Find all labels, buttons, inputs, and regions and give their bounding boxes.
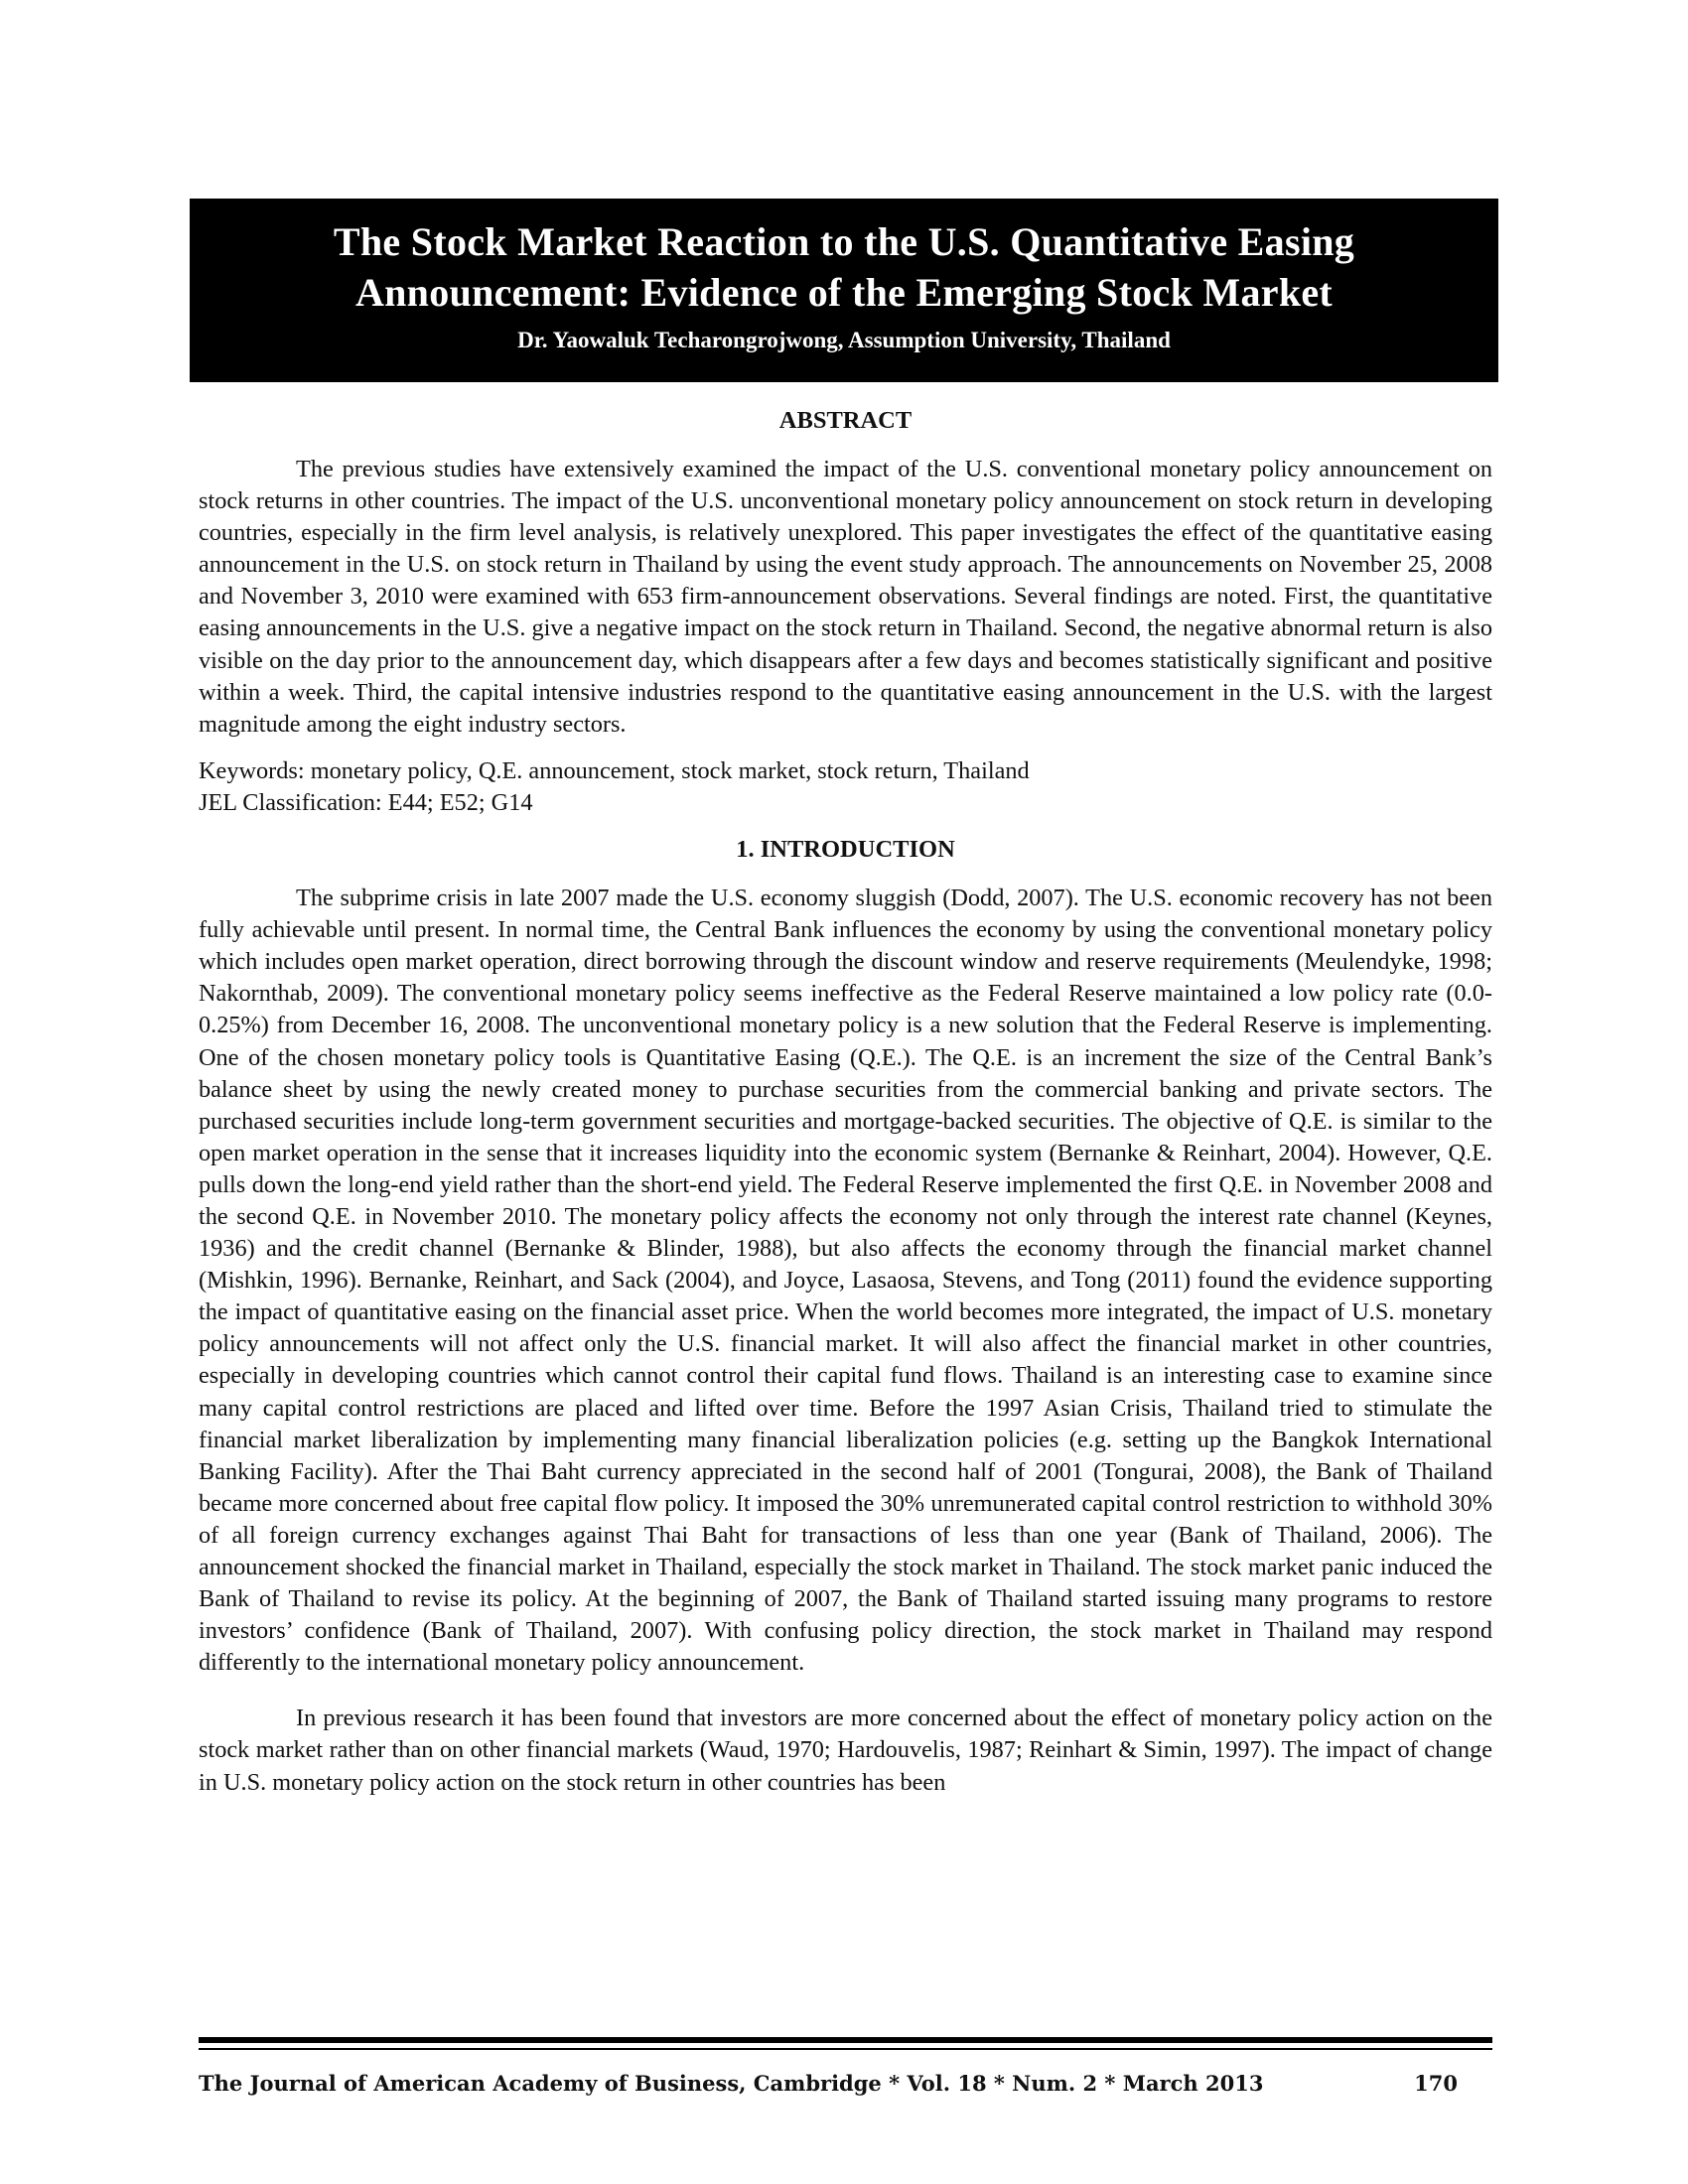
page-footer xyxy=(199,2071,1492,2096)
title-banner xyxy=(190,199,1498,382)
title-line-2: Announcement: Evidence of the Emerging Stock Market xyxy=(354,270,1334,315)
paper-body xyxy=(199,405,1492,1799)
footer-rule-thin xyxy=(199,2048,1492,2050)
abstract-text: The previous studies have extensively examined the impact of the U.S. conventional monetary policy announcement on stock returns in other countries. The impact of the U.S. unconventional monetary policy announcement on stock return in developing countries, especially in the firm level analysis, is relatively unexplored. This paper investigates the effect of the quantitative easing announcement in the U.S. on stock return in Thailand by using the event study approach. The announcements on November 25, 2008 and November 3, 2010 were examined with 653 firm-announcement observations. Several findings are noted. First, the quantitative easing announcements in the U.S. give a negative impact on the stock return in Thailand. Second, the negative abnormal return is also visible on the day prior to the announcement day, which disappears after a few days and becomes statistically significant and positive within a week. Third, the capital intensive industries respond to the quantitative easing announcement in the U.S. with the largest magnitude among the eight industry sectors. xyxy=(199,456,1492,738)
introduction-paragraph-1: The subprime crisis in late 2007 made the U.S. economy sluggish (Dodd, 2007). The U.S. economic recovery has not been fully achievable until present. In normal time, the Central Bank influences the economy by using the conventional monetary policy which includes open market operation, direct borrowing through the discount window and reserve requirements (Meulendyke, 1998; Nakornthab, 2009). The conventional monetary policy seems ineffective as the Federal Reserve maintained a low policy rate (0.0-0.25%) from December 16, 2008. The unconventional monetary policy is a new solution that the Federal Reserve is implementing. One of the chosen monetary policy tools is Quantitative Easing (Q.E.). The Q.E. is an increment the size of the Central Bank’s balance sheet by using the newly created money to purchase securities from the commercial banking and private sectors. The purchased securities include long-term government securities and mortgage-backed securities. The objective of Q.E. is similar to the open market operation in the sense that it increases liquidity into the economic system (Bernanke & Reinhart, 2004). However, Q.E. pulls down the long-end yield rather than the short-end yield. The Federal Reserve implemented the first Q.E. in November 2008 and the second Q.E. in November 2010. The monetary policy affects the economy not only through the interest rate channel (Keynes, 1936) and the credit channel (Bernanke & Blinder, 1988), but also affects the economy through the financial market channel (Mishkin, 1996). Bernanke, Reinhart, and Sack (2004), and Joyce, Lasaosa, Stevens, and Tong (2011) found the evidence supporting the impact of quantitative easing on the financial asset price. When the world becomes more integrated, the impact of U.S. monetary policy announcements will not affect only the U.S. financial market. It will also affect the financial market in other countries, especially in developing countries which cannot control their capital fund flows. Thailand is an interesting case to examine since many capital control restrictions are placed and lifted over time. Before the 1997 Asian Crisis, Thailand tried to stimulate the financial market liberalization by implementing many financial liberalization policies (e.g. setting up the Bangkok International Banking Facility). After the Thai Baht currency appreciated in the second half of 2001 (Tongurai, 2008), the Bank of Thailand became more concerned about free capital flow policy. It imposed the 30% unremunerated capital control restriction to withhold 30% of all foreign currency exchanges against Thai Baht for transactions of less than one year (Bank of Thailand, 2006). The announcement shocked the financial market in Thailand, especially the stock market in Thailand. The stock market panic induced the Bank of Thailand to revise its policy. At the beginning of 2007, the Bank of Thailand started issuing many programs to restore investors’ confidence (Bank of Thailand, 2007). With confusing policy direction, the stock market in Thailand may respond differently to the international monetary policy announcement. xyxy=(199,885,1492,1677)
author-line: Dr. Yaowaluk Techarongrojwong, Assumption University, Thailand xyxy=(517,328,1171,352)
title-line-1: The Stock Market Reaction to the U.S. Quantitative Easing xyxy=(333,219,1355,264)
introduction-paragraph-2: In previous research it has been found that investors are more concerned about the effect of monetary policy action on the stock market rather than on other financial markets (Waud, 1970; Hardouvelis, 1987; Reinhart & Simin, 1997). The impact of change in U.S. monetary policy action on the stock return in other countries has been xyxy=(199,1705,1492,1796)
paper-title xyxy=(190,216,1498,318)
footer-rule-thick xyxy=(199,2037,1492,2043)
abstract-heading: ABSTRACT xyxy=(778,407,913,434)
page-number: 170 xyxy=(1414,2071,1458,2096)
keywords: Keywords: monetary policy, Q.E. announcement, stock market, stock return, Thailand xyxy=(199,756,1030,784)
journal-citation: The Journal of American Academy of Business, Cambridge * Vol. 18 * Num. 2 * March 2013 xyxy=(199,2071,1264,2096)
introduction-heading: 1. INTRODUCTION xyxy=(736,836,955,864)
jel-classification: JEL Classification: E44; E52; G14 xyxy=(199,788,533,816)
